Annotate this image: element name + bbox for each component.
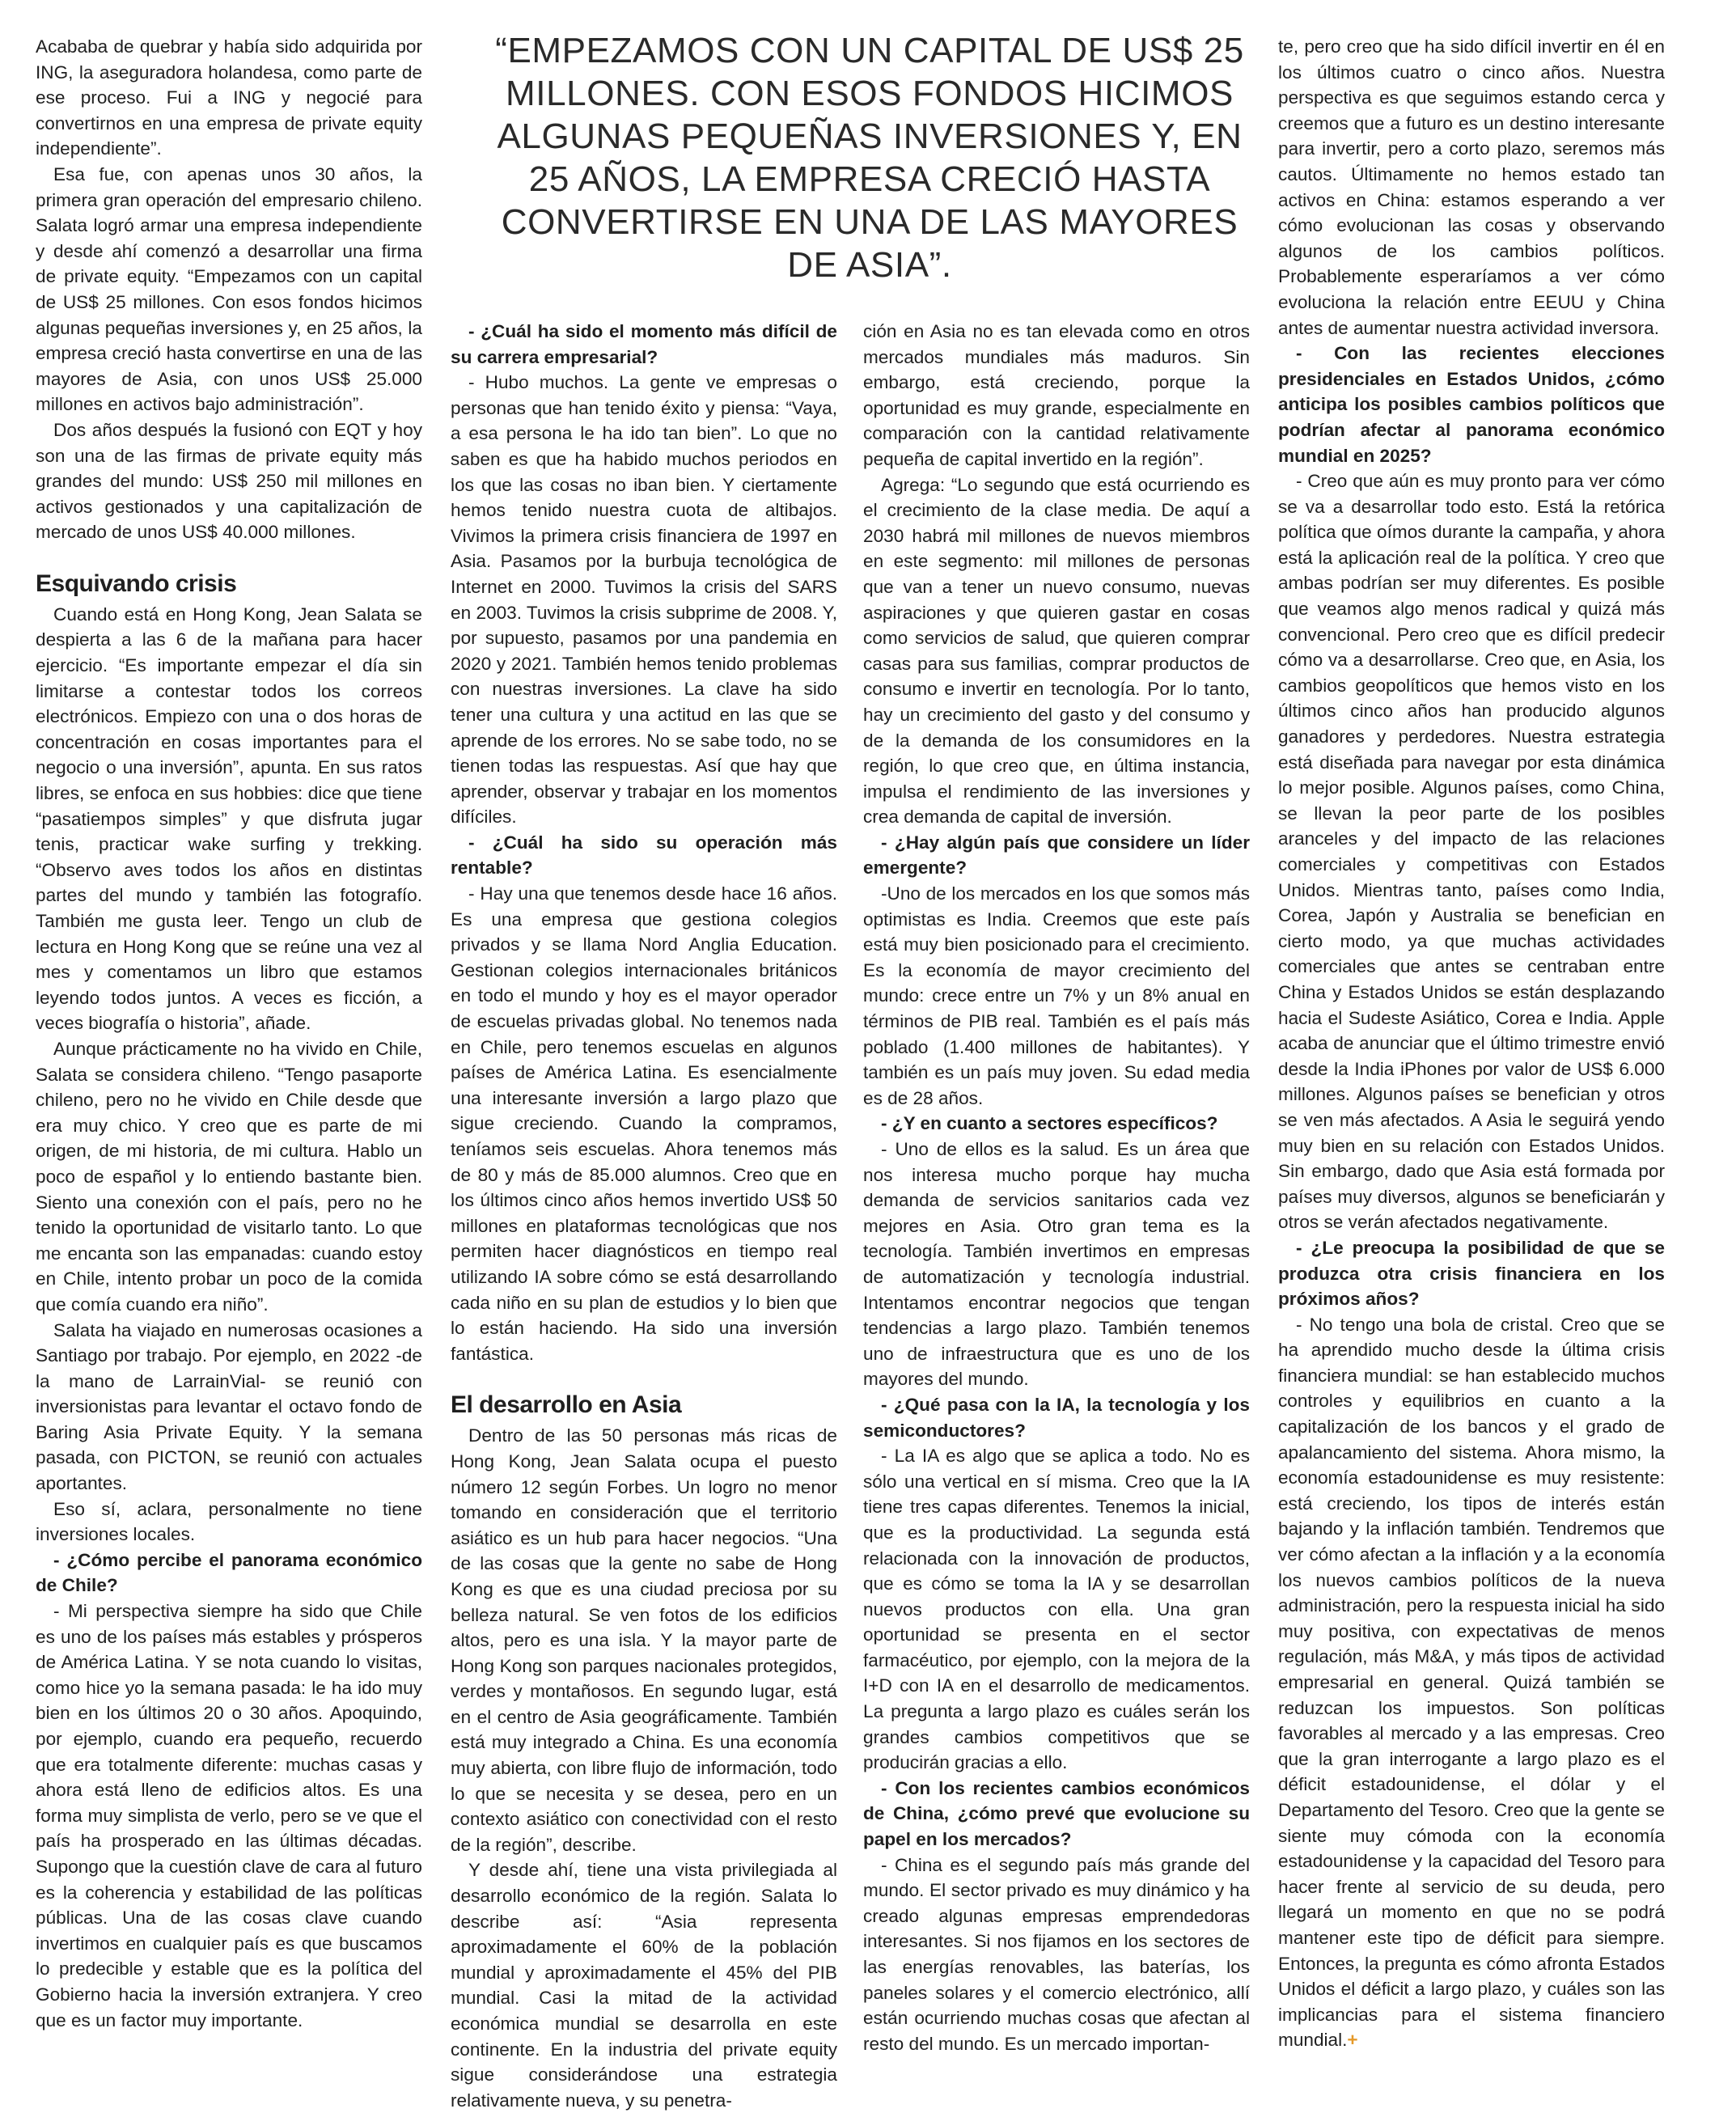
paragraph: Dos años después la fusionó con EQT y hoy son una de las firmas de private equity más grandes del mundo: US$ 250 mil millones en activos gestionados y una capitalización de mercado de unos US$ 40.000 millones. <box>36 419 422 543</box>
interview-question: - ¿Le preocupa la posibilidad de que se produzca otra crisis financiera en los próximos años? <box>1278 1237 1665 1310</box>
column-2 <box>451 319 837 2113</box>
paragraph-text: - No tengo una bola de cristal. Creo que se ha aprendido mucho desde la última crisis financiera mundial: se han establecido muchos controles y equilibrios en cuanto a la capitalización de los bancos y el grado de apalancamiento del sistema. Ahora mismo, la economía estadounidense es muy resistente: está creciendo, los tipos de interés están bajando y la inflación también. Tendremos que ver cómo afectan a la inflación y a la economía los nuevos cambios políticos de la nueva administración, pero la respuesta inicial ha sido muy positiva, con expectativas de menos regulación, más M&A, y más tipos de actividad empresarial en general. Quizá también se reduzcan los impuestos. Son políticas favorables al mercado y a las empresas. Creo que la gran interrogante a largo plazo es el déficit estadounidense, el dólar y el Departamento del Tesoro. Creo que la gente se siente muy cómoda con la economía estadounidense y la capacidad del Tesoro para hacer frente al servicio de su deuda, pero llegará un momento en que no se podrá mantener este tipo de déficit para siempre. Entonces, la pregunta es cómo afronta Estados Unidos el déficit a largo plazo, y cuáles son las implicancias para el sistema financiero mundial. <box>1278 1314 1665 2051</box>
interview-question: - Con los recientes cambios económicos de China, ¿cómo prevé que evolucione su papel en los mercados? <box>863 1777 1250 1850</box>
pull-quote: “EMPEZAMOS CON UN CAPITAL DE US$ 25 MILLONES. CON ESOS FONDOS HICIMOS ALGUNAS PEQUEÑAS INVERSIONES Y, EN 25 AÑOS, LA EMPRESA CRECIÓ HASTA CONVERTIRSE EN UNA DE LAS MAYORES DE ASIA”. <box>495 31 1244 285</box>
column-3 <box>863 319 1250 2056</box>
interview-question: - ¿Qué pasa con la IA, la tecnología y los semiconductores? <box>863 1394 1250 1441</box>
column-4 <box>1278 34 1665 2053</box>
paragraph: Esa fue, con apenas unos 30 años, la primera gran operación del empresario chileno. Salata logró armar una empresa independiente y desde ahí comenzó a desarrollar una firma de private equity. “Empezamos con un capital de US$ 25 millones. Con esos fondos hicimos algunas pequeñas inversiones y, en 25 años, la empresa creció hasta convertirse en una de las mayores de Asia, con unos US$ 25.000 millones en activos bajo administración”. <box>36 163 422 415</box>
paragraph: - Hay una que tenemos desde hace 16 años. Es una empresa que gestiona colegios privados y se llama Nord Anglia Education. Gestionan colegios internacionales británicos en todo el mundo y hoy es el mayor operador de escuelas privadas global. No tenemos nada en Chile, pero tenemos escuelas en algunos países de América Latina. Es esencialmente una interesante inversión a largo plazo que sigue creciendo. Cuando la compramos, teníamos seis escuelas. Ahora tenemos más de 80 y más de 85.000 alumnos. Creo que en los últimos cinco años hemos invertido US$ 50 millones en plataformas tecnológicas que nos permiten hacer diagnósticos en tiempo real utilizando IA sobre cómo se está desarrollando cada niño en su plan de estudios y lo bien que lo están haciendo. Ha sido una inversión fantástica. <box>451 883 837 1364</box>
paragraph: Salata ha viajado en numerosas ocasiones a Santiago por trabajo. Por ejemplo, en 2022 -de la mano de LarrainVial- se reunió con inversionistas para levantar el octavo fondo de Baring Asia Private Equity. Y la semana pasada, con PICTON, se reunió con actuales aportantes. <box>36 1319 422 1494</box>
interview-question: - ¿Cómo percibe el panorama económico de Chile? <box>36 1549 422 1596</box>
paragraph: Acababa de quebrar y había sido adquirida por ING, la aseguradora holandesa, como parte de ese proceso. Fui a ING y negocié para convertirnos en una empresa de private equity independiente”. <box>36 36 422 159</box>
section-heading-crisis: Esquivando crisis <box>36 570 237 597</box>
paragraph: - Mi perspectiva siempre ha sido que Chile es uno de los países más estables y prósperos de América Latina. Y se nota cuando lo visitas, como hice yo la semana pasada: le ha ido muy bien en los últimos 20 o 30 años. Apoquindo, por ejemplo, cuando era pequeño, recuerdo que era totalmente diferente: muchas casas y ahora está lleno de edificios altos. Es una forma muy simplista de verlo, pero se ve que el país ha prosperado en las últimas décadas. Supongo que la cuestión clave de cara al futuro es la coherencia y estabilidad de las políticas públicas. Una de las cosas clave cuando invertimos en cualquier país es que buscamos lo predecible y estable que es la política del Gobierno hacia la inversión extranjera. Y creo que es un factor muy importante. <box>36 1601 422 2030</box>
paragraph: - Creo que aún es muy pronto para ver cómo se va a desarrollar todo esto. Está la retórica política que oímos durante la campaña, y ahora está la aplicación real de la política. Y creo que ambas podrían ser muy diferentes. Es posible que veamos algo menos radical y quizá más convencional. Pero creo que es difícil predecir cómo va a desarrollarse. Creo que, en Asia, los cambios geopolíticos que hemos visto en los últimos cinco años han producido algunos ganadores y perdedores. Nuestra estrategia está diseñada para navegar por esta dinámica lo mejor posible. Algunos países, como China, se llevan la peor parte de los posibles aranceles y del impacto de las relaciones comerciales y competitivas con Estados Unidos. Mientras tanto, países como India, Corea, Japón y Australia se benefician en cierto modo, ya que muchas actividades comerciales que antes se centraban entre China y Estados Unidos se están desplazando hacia el Sudeste Asiático, Corea e India. Apple acaba de anunciar que el último trimestre envió desde la India iPhones por valor de US$ 6.000 millones. Algunos países se benefician y otros se ven más afectados. A Asia le seguirá yendo muy bien en su relación con Estados Unidos. Sin embargo, dado que Asia está formada por países muy diversos, algunos se beneficiarán y otros se verán afectados negativamente. <box>1278 471 1665 1233</box>
paragraph: te, pero creo que ha sido difícil invertir en él en los últimos cuatro o cinco años. Nuestra perspectiva es que seguimos estando cerca y creemos que a futuro es un destino interesante para invertir, pero a corto plazo, seremos más cautos. Últimamente no hemos estado tan activos en China: estamos esperando a ver cómo evolucionan las cosas y observando algunos de los cambios políticos. Probablemente esperaríamos a ver cómo evoluciona la relación entre EEUU y China antes de aumentar nuestra actividad inversora. <box>1278 36 1665 338</box>
interview-question: - ¿Y en cuanto a sectores específicos? <box>881 1113 1218 1134</box>
paragraph: Eso sí, aclara, personalmente no tiene inversiones locales. <box>36 1498 422 1545</box>
paragraph <box>1278 1312 1665 2053</box>
paragraph: Y desde ahí, tiene una vista privilegiada al desarrollo económico de la región. Salata lo describe así: “Asia representa aproximadamente el 60% de la población mundial y aproximadamente el 45% del PIB mundial. Casi la mitad de la actividad económica mundial se desarrolla en este continente. En la industria del private equity sigue considerándose una estrategia relativamente nueva, y su penetra- <box>451 1860 837 2111</box>
paragraph: -Uno de los mercados en los que somos más optimistas es India. Creemos que este país está muy bien posicionado para el crecimiento. Es la economía de mayor crecimiento del mundo: crece entre un 7% y un 8% anual en términos de PIB real. También es el país más poblado (1.400 millones de habitantes). Y también es un país muy joven. Su edad media es de 28 años. <box>863 883 1250 1108</box>
paragraph: Aunque prácticamente no ha vivido en Chile, Salata se considera chileno. “Tengo pasaporte chileno, pero no he vivido en Chile desde que era muy chico. Y creo que es parte de mi origen, de mi historia, de mi cultura. Hablo un poco de español y lo entiendo bastante bien. Siento una conexión con el país, pero no he tenido la oportunidad de visitarlo tanto. Lo que me encanta son las empanadas: cuando estoy en Chile, intento probar un poco de la comida que comía cuando era niño”. <box>36 1038 422 1315</box>
interview-question: - ¿Cuál ha sido el momento más difícil de su carrera empresarial? <box>451 321 837 367</box>
paragraph: Cuando está en Hong Kong, Jean Salata se despierta a las 6 de la mañana para hacer ejercicio. “Es importante empezar el día sin limitarse a contestar todos los correos electrónicos. Empiezo con una o dos horas de concentración en cosas importantes para el negocio o una inversión”, apunta. En sus ratos libres, se enfoca en sus hobbies: dice que tiene “pasatiempos simples” y que disfruta jugar tenis, practicar wake surfing y trekking. “Observo aves todos los años en distintas partes del mundo y también las fotografío. También me gusta leer. Tengo un club de lectura en Hong Kong que se reúne una vez al mes y comentamos un libro que estamos leyendo todos juntos. A veces es ficción, a veces biografía o historia”, añade. <box>36 603 422 1034</box>
column-1 <box>36 34 422 2033</box>
paragraph: Agrega: “Lo segundo que está ocurriendo es el crecimiento de la clase media. De aquí a 2030 habrá mil millones de nuevos miembros en este segmento: mil millones de personas que van a tener un nuevo consumo, nuevas aspiraciones y que quieren gastar en cosas como servicios de salud, que quieren comprar casas para sus familias, comprar productos de consumo e invertir en tecnología. Por lo tanto, hay un crecimiento del gasto y del consumo y de la demanda de los consumidores en la región, lo que creo que, en última instancia, impulsa el rendimiento de las inversiones y crea demanda de capital de inversión. <box>863 474 1250 828</box>
paragraph: - La IA es algo que se aplica a todo. No es sólo una vertical en sí misma. Creo que la IA tiene tres capas diferentes. Tenemos la inicial, que es la productividad. La segunda está relacionada con la innovación de productos, que es cómo se toma la IA y se desarrollan nuevos productos con ella. Una gran oportunidad se presenta en el sector farmacéutico, por ejemplo, con la mejora de la I+D con IA en el desarrollo de medicamentos. La pregunta a largo plazo es cuáles serán los grandes cambios competitivos que se producirán gracias a ello. <box>863 1446 1250 1773</box>
paragraph: - Hubo muchos. La gente ve empresas o personas que han tenido éxito y piensa: “Vaya, a esa persona le ha ido tan bien”. Lo que no saben es que ha habido muchos periodos en los que las cosas no iban bien. Y ciertamente hemos tenido nuestra cuota de altibajos. Vivimos la primera crisis financiera de 1997 en Asia. Pasamos por la burbuja tecnológica de Internet en 2000. Tuvimos la crisis del SARS en 2003. Tuvimos la crisis subprime de 2008. Y, por supuesto, pasamos por una pandemia en 2020 y 2021. También hemos tenido problemas con nuestras inversiones. La clave ha sido tener una cultura y una actitud en las que se aprende de los errores. No se sabe todo, no se tienen todas las respuestas. Así que hay que aprender, observar y trabajar en los momentos difíciles. <box>451 372 837 828</box>
end-of-article-mark: + <box>1347 2030 1358 2051</box>
interview-question: - Con las recientes elecciones presidenciales en Estados Unidos, ¿cómo anticipa los posibles cambios políticos que podrían afectar al panorama económico mundial en 2025? <box>1278 343 1665 466</box>
interview-question: - ¿Cuál ha sido su operación más rentable? <box>451 832 837 879</box>
section-heading-asia: El desarrollo en Asia <box>451 1391 682 1419</box>
paragraph: - Uno de ellos es la salud. Es un área que nos interesa mucho porque hay mucha demanda de servicios sanitarios cada vez mejores en Asia. Otro gran tema es la tecnología. También invertimos en empresas de automatización y tecnología industrial. Intentamos encontrar negocios que tengan tendencias a largo plazo. También tenemos uno de infraestructura que es uno de los mayores del mundo. <box>863 1139 1250 1390</box>
paragraph: - China es el segundo país más grande del mundo. El sector privado es muy dinámico y ha creado algunas empresas emprendedoras interesantes. Si nos fijamos en los sectores de las energías renovables, las baterías, los paneles solares y el comercio electrónico, allí están ocurriendo muchas cosas que afectan al resto del mundo. Es un mercado importan- <box>863 1854 1250 2054</box>
paragraph: ción en Asia no es tan elevada como en otros mercados mundiales más maduros. Sin embargo, está creciendo, porque la oportunidad es muy grande, especialmente en comparación con la cantidad relativamente pequeña de capital invertido en la región”. <box>863 321 1250 469</box>
interview-question: - ¿Hay algún país que considere un líder emergente? <box>863 832 1250 879</box>
paragraph: Dentro de las 50 personas más ricas de Hong Kong, Jean Salata ocupa el puesto número 12 según Forbes. Un logro no menor tomando en consideración que el territorio asiático es un hub para hacer negocios. “Una de las cosas que la gente no sabe de Hong Kong es que es una ciudad preciosa por su belleza natural. Se ven fotos de los edificios altos, pero es una isla. Y la mayor parte de Hong Kong son parques nacionales protegidos, verdes y montañosos. En segundo lugar, está en el centro de Asia geográficamente. También está muy integrado a China. Es una economía muy abierta, con libre flujo de información, todo lo que se necesita y se desea, pero en un contexto asiático con conectividad con el resto de la región”, describe. <box>451 1425 837 1855</box>
